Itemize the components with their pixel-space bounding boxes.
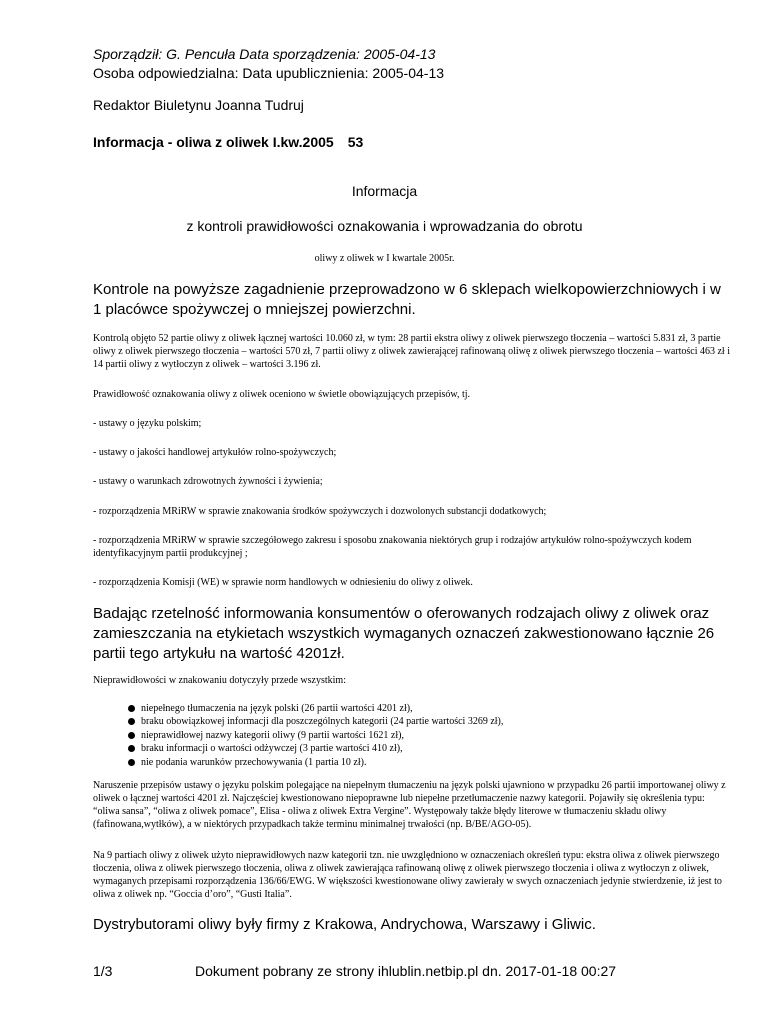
law-item-6: - rozporządzenia Komisji (WE) w sprawie norm handlowych w odniesieniu do oliwy z oliwek. — [93, 577, 473, 588]
bullet-icon — [128, 718, 135, 725]
lead-paragraph-distributors: Dystrybutorami oliwy były firmy z Krakowa, Andrychowa, Warszawy i Gliwic. — [93, 916, 596, 933]
paragraph-category-names: Na 9 partiach oliwy z oliwek użyto nieprawidłowych nazw kategorii tzn. nie uwzględniono w oznaczeniach określeń typu: ekstra oliwa z oliwek pierwszego tłoczenia, oliwa z oliwek pierwszego tłoczenia, oliwa z oliwek zawierająca rafinowaną oliwę z oliwek pierwszego tłoczenia i oliwa z wytłoczyn z oliwek, wymaganych przepisami rozporządzenia 136/66/EWG. W większości kwestionowane oliwy zawierały w swych oznaczeniach jedynie stwierdzenie, iż jest to oliwa z oliwek np. “Goccia d’oro”, “Gusti Italia”. — [93, 850, 722, 900]
editor-line: Redaktor Biuletynu Joanna Tudruj — [93, 97, 304, 113]
list-item — [128, 742, 503, 755]
list-item — [128, 715, 503, 728]
paragraph-irregularities: Nieprawidłowości w znakowaniu dotyczyły przede wszystkim: — [93, 675, 346, 686]
lead-paragraph-findings: Badając rzetelność informowania konsumentów o oferowanych rodzajach oliwy z oliwek oraz zamieszczania na etykietach wszystkich wymaganych oznaczeń zakwestionowano łącznie 26 partii tego artykułu na wartość 4201zł. — [93, 605, 715, 662]
list-item — [128, 729, 503, 742]
irregularities-list — [128, 702, 503, 769]
list-item-text: braku informacji o wartości odżywczej (3 partie wartości 410 zł), — [141, 743, 403, 755]
document-title-text: Informacja - oliwa z oliwek I.kw.2005 — [93, 134, 334, 150]
paragraph-legal-basis: Prawidłowość oznakowania oliwy z oliwek oceniono w świetle obowiązujących przepisów, tj. — [93, 389, 471, 400]
page-subheading: z kontroli prawidłowości oznakowania i wprowadzania do obrotu — [186, 218, 583, 234]
list-item — [128, 702, 503, 715]
lead-paragraph-inspections: Kontrole na powyższe zagadnienie przeprowadzono w 6 sklepach wielkopowierzchniowych i w 1 placówce spożywczej o mniejszej powierzchni. — [93, 281, 721, 318]
bullet-icon — [128, 732, 135, 739]
law-item-4: - rozporządzenia MRiRW w sprawie znakowania środków spożywczych i dozwolonych substancji dodatkowych; — [93, 506, 547, 517]
list-item-text: nie podania warunków przechowywania (1 partia 10 zł). — [141, 756, 367, 768]
law-item-3: - ustawy o warunkach zdrowotnych żywności i żywienia; — [93, 476, 323, 487]
list-item-text: niepełnego tłumaczenia na język polski (26 partii wartości 4201 zł), — [141, 703, 413, 714]
paragraph-language-violations: Naruszenie przepisów ustawy o języku polskim polegające na niepełnym tłumaczeniu na język polski ujawniono w przypadku 26 partii importowanej oliwy z oliwek o łącznej wartości 4201 zł. Najczęściej kwestionowano niepoprawne lub niepełne przetłumaczenie nazwy kategorii. Pojawiły się określenia typu: “oliwa sansa”, “oliwa z oliwek pomace”, Elisa - oliwa z oliwek Extra Vergine”. Występowały także błędy literowe w tłumaczeniu składu oliwy (fafinowana,wytłków), a w niektórych przypadkach także terminu minimalnej trwałości (np. B/BE/AGO-05). — [93, 780, 726, 830]
footer-page-number: 1/3 — [93, 963, 113, 979]
law-item-1: - ustawy o języku polskim; — [93, 418, 202, 429]
page-heading: Informacja — [351, 183, 418, 199]
responsible-person-line: Osoba odpowiedzialna: Data upublicznienia: 2005-04-13 — [93, 65, 445, 81]
prepared-by-line: Sporządził: G. Pencuła Data sporządzenia: 2005-04-13 — [93, 46, 436, 62]
list-item-text: nieprawidłowej nazwy kategorii oliwy (9 partii wartości 1621 zł), — [141, 729, 404, 741]
footer-source-note: Dokument pobrany ze strony ihlublin.netbip.pl dn. 2017-01-18 00:27 — [195, 963, 617, 979]
bullet-icon — [128, 705, 135, 712]
document-number: 53 — [347, 134, 364, 150]
paragraph-scope: Kontrolą objęto 52 partie oliwy z oliwek łącznej wartości 10.060 zł, w tym: 28 partii ekstra oliwy z oliwek pierwszego tłoczenia – wartości 5.831 zł, 3 partie oliwy z oliwek pierwszego tłoczenia – wartości 570 zł, 7 partii oliwy z oliwek zawierającej rafinowaną oliwę z oliwek pierwszego tłoczenia – wartości 463 zł i 14 partii oliwy z wytłoczyn z oliwek – wartości 3.196 zł. — [93, 333, 730, 370]
list-item — [128, 756, 503, 769]
bullet-icon — [128, 745, 135, 752]
law-item-5: - rozporządzenia MRiRW w sprawie szczegółowego zakresu i sposobu znakowania niektórych grup i rodzajów artykułów rolno-spożywczych kodem identyfikacyjnym partii produkcyjnej ; — [93, 535, 692, 559]
scope-line: oliwy z oliwek w I kwartale 2005r. — [314, 253, 455, 264]
law-item-2: - ustawy o jakości handlowej artykułów rolno-spożywczych; — [93, 447, 337, 458]
list-item-text: braku obowiązkowej informacji dla poszczególnych kategorii (24 partie wartości 3269 zł), — [141, 716, 504, 728]
document-title — [93, 134, 363, 150]
bullet-icon — [128, 759, 135, 766]
